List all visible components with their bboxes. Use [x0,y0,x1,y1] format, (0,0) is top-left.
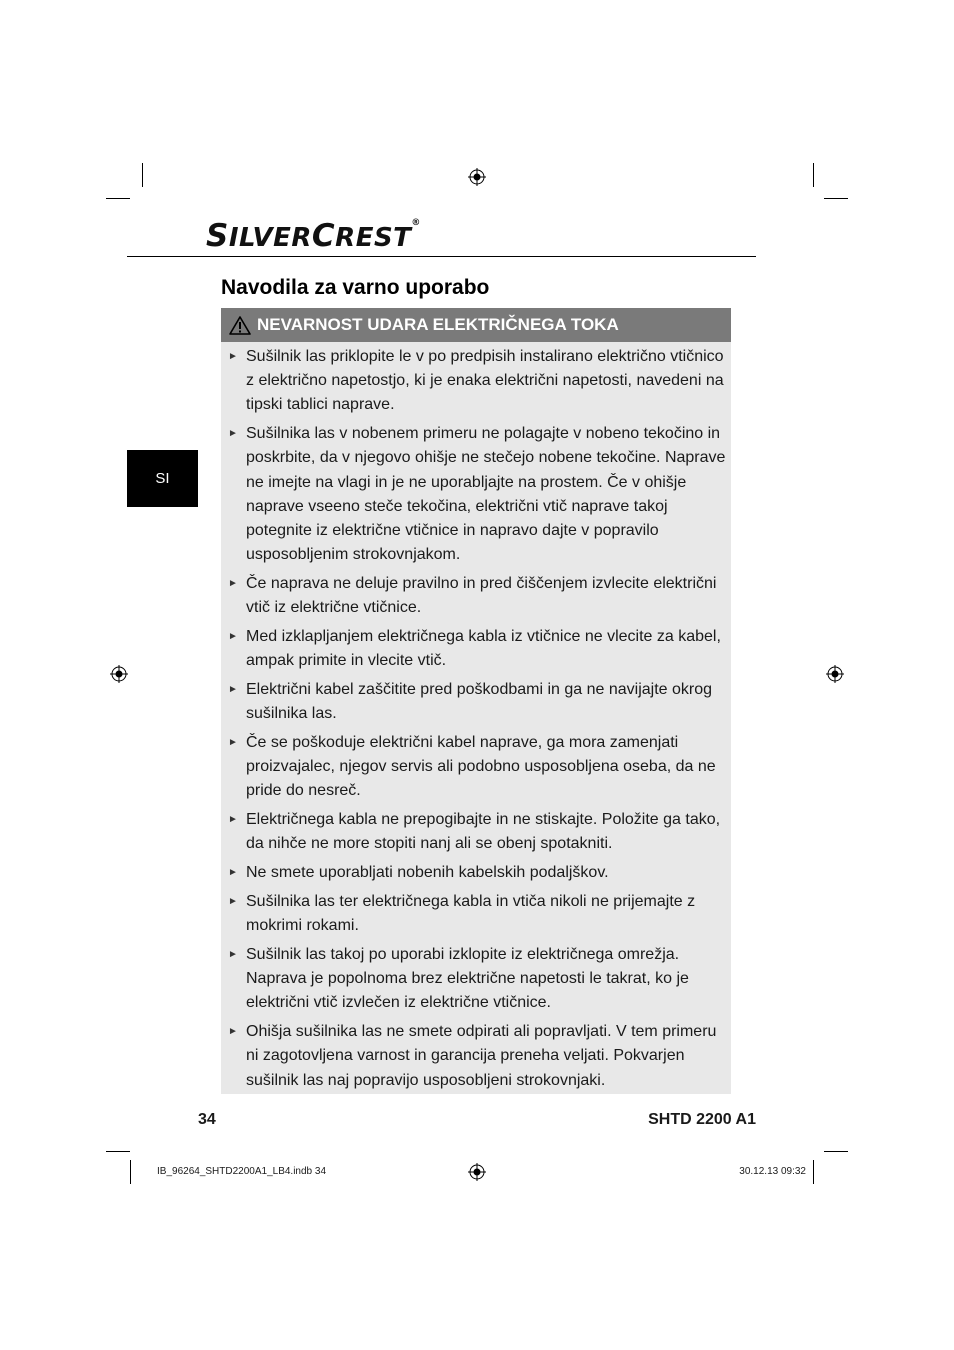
print-file-info: IB_96264_SHTD2200A1_LB4.indb 34 [157,1166,327,1177]
list-item: ► Sušilnika las v nobenem primeru ne polagajte v nobeno tekočino in poskrbite, da v njegovo ohišje ne stečejo nobene tekočine. Naprave ne imejte na vlagi in je ne uporabljajte na prostem. Če v ohišje naprave vseeno steče tekočina, električni vtič naprave takoj potegnite iz električne vtičnice in napravo dajte v popravilo usposobljenim strokovnjakom. [226,422,726,567]
list-item: ► Sušilnika las ter električnega kabla in vtiča nikoli ne prijemajte z mokrimi rokami. [226,890,726,938]
bullet-icon: ► [228,737,238,749]
list-item: ► Če se poškoduje električni kabel naprave, ga mora zamenjati proizvajalec, njegov servis ali podobno usposobljena oseba, da ne pride do nesreč. [226,731,726,804]
bullet-icon: ► [228,1026,238,1038]
bullet-icon: ► [228,814,238,826]
crop-mark-bottom-left-h [106,1151,130,1152]
list-item: ► Sušilnik las takoj po uporabi izklopite iz električnega omrežja. Naprava je popolnoma brez električne napetosti le takrat, ko je električni vtič izvlečen iz električne vtičnice. [226,943,726,1016]
page-number: 34 [198,1111,216,1128]
brand-logo: SILVERCREST® [206,218,421,254]
registration-mark-icon [468,168,486,186]
list-item: ► Ohišja sušilnika las ne smete odpirati ali popravljati. V tem primeru ni zagotovljena varnost in garancija preneha veljati. Pokvarjen sušilnik las naj popravijo usposobljeni strokovnjaki. [226,1020,726,1093]
registration-mark-icon [110,665,128,683]
list-item: ► Če naprava ne deluje pravilno in pred čiščenjem izvlecite električni vtič iz električne vtičnice. [226,572,726,620]
page-title: Navodila za varno uporabo [221,276,490,299]
bullet-icon: ► [228,949,238,961]
print-date: 30.12.13 09:32 [739,1166,806,1177]
warning-heading [221,308,731,342]
crop-mark-bottom-right-h [824,1151,848,1152]
bullet-icon: ► [228,351,238,362]
list-item: ► Sušilnik las priklopite le v po predpisih instalirano električno vtičnico z električno napetostjo, ki je enaka električni napetosti, navedeni na tipski tablici naprave. [226,345,726,418]
model-number: SHTD 2200 A1 [648,1111,756,1128]
crop-mark-bottom-left-v [130,1160,131,1184]
crop-mark-top-right-h [824,198,848,199]
list-item: ► Med izklapljanjem električnega kabla iz vtičnice ne vlecite za kabel, ampak primite in vlecite vtič. [226,625,726,673]
bullet-icon: ► [228,578,238,590]
list-item: ► Ne smete uporabljati nobenih kabelskih podaljškov. [226,861,726,885]
registration-mark-icon [468,1163,486,1181]
language-tab-label: SI [155,470,170,487]
list-item: ► Električni kabel zaščitite pred poškodbami in ga ne navijajte okrog sušilnika las. [226,678,726,726]
warning-triangle-icon [229,316,251,335]
bullet-icon: ► [228,867,238,879]
list-item: ► Električnega kabla ne prepogibajte in ne stiskajte. Položite ga tako, da nihče ne more stopiti nanj ali se obenj spotakniti. [226,808,726,856]
bullet-icon: ► [228,896,238,908]
crop-mark-bottom-right-v [813,1160,814,1184]
language-tab [127,450,198,507]
warning-list [226,345,726,1097]
bullet-icon: ► [228,684,238,696]
bullet-icon: ► [228,631,238,643]
header-rule [127,256,756,257]
crop-mark-top-left-h [106,198,130,199]
registration-mark-icon [826,665,844,683]
crop-mark-top-left-v [142,163,143,187]
bullet-icon: ► [228,428,238,440]
crop-mark-top-right-v [813,163,814,187]
warning-heading-text: NEVARNOST UDARA ELEKTRIČNEGA TOKA [257,315,619,334]
